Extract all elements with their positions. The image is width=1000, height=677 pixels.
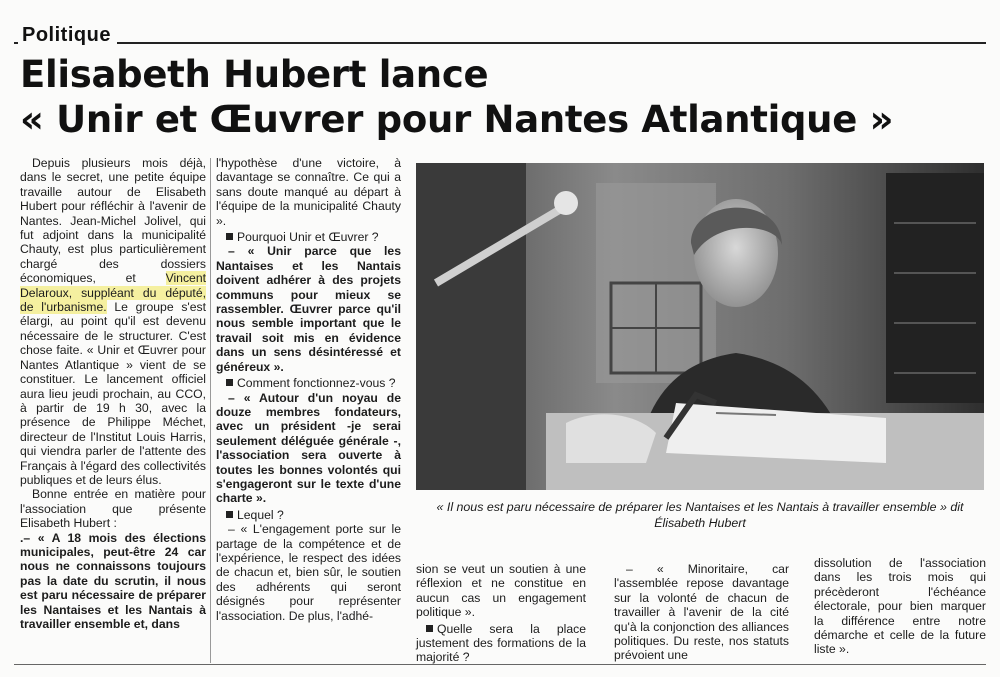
question-text: Lequel ? bbox=[237, 507, 284, 522]
highlighted-text: Vincent Delaroux, suppléant du député, de l'urbanisme. bbox=[20, 271, 206, 315]
article-headline bbox=[20, 52, 980, 142]
answer-4: – « Minoritaire, car l'assemblée repose davantage sur la volonté de chacun de travailler à l'avenir de la cité qu'à la conjonction des alliances politiques. Du reste, nos statuts prévoient une bbox=[614, 562, 789, 663]
paragraph-quote-start bbox=[20, 531, 206, 632]
column-divider bbox=[210, 158, 211, 663]
paragraph-continued: l'hypothèse d'une victoire, à davantage se connaître. Ce qui a sans doute manqué au départ à l'équipe de la municipalité Chauty ». bbox=[216, 156, 401, 228]
question-1 bbox=[216, 230, 401, 244]
portrait-photo-icon bbox=[416, 163, 984, 490]
photo-caption: « Il nous est paru nécessaire de préparer les Nantaises et les Nantais à travailler ensemble » dit Élisabeth Hubert bbox=[436, 500, 964, 530]
quote-dash: .– bbox=[20, 530, 38, 545]
square-bullet-icon bbox=[226, 511, 233, 518]
article-column-2 bbox=[216, 156, 401, 666]
headline-line-1: Elisabeth Hubert lance bbox=[20, 53, 489, 96]
section-rubric: Politique bbox=[18, 24, 117, 47]
intro-text: Depuis plusieurs mois déjà, dans le secret, une petite équipe travaille autour de Elisabeth Hubert pour réfléchir à l'avenir de Nantes. Jean-Michel Jolivel, qui fut adjoint dans la municipalité Chauty, est plus particulièrement chargé des dossiers économiques, et bbox=[20, 156, 206, 286]
question-2 bbox=[216, 376, 401, 390]
question-4 bbox=[416, 622, 586, 665]
rubric-rule bbox=[14, 42, 986, 44]
quote-text: « A 18 mois des élections municipales, peut-être 24 car nous ne connaissons toujours pas la date du scrutin, il nous est paru nécessaire de préparer les Nantaises et les Nantais à travailler ensemble et, dans bbox=[20, 530, 206, 631]
article-column-4 bbox=[614, 562, 789, 663]
paragraph-transition: Bonne entrée en matière pour l'association que présente Elisabeth Hubert : bbox=[20, 487, 206, 531]
headline-line-2: « Unir et Œuvrer pour Nantes Atlantique » bbox=[20, 98, 894, 141]
intro-text-continued: Le groupe s'est élargi, au point qu'il est devenu nécessaire de le structurer. C'est chose faite. « Unir et Œuvrer pour Nantes Atlantique » vient de se constituer. Le lancement officiel aura lieu jeudi prochain, au CCO, à partir de 19 h 30, avec la présence de Philippe Méchet, directeur de l'Institut Louis Harris, qui viendra parler de l'attente des Français à l'égard des collectivités publiques et de leurs élus. bbox=[20, 300, 207, 487]
question-text: Pourquoi Unir et Œuvrer ? bbox=[237, 230, 379, 245]
answer-1: – « Unir parce que les Nantaises et les Nantais doivent adhérer à des projets communs pour mieux se rassembler. Œuvrer parce qu'il nous semble important que le travail soit mis en évidence dans un sens désintéressé et généreux ». bbox=[216, 244, 401, 374]
paragraph-conclusion: dissolution de l'association dans les trois mois qui précèderont l'échéance électorale, pour bien marquer la différence entre notre démarche et celle de la future liste ». bbox=[814, 556, 986, 657]
question-3 bbox=[216, 508, 401, 522]
square-bullet-icon bbox=[426, 625, 433, 632]
bottom-rule bbox=[14, 664, 986, 665]
answer-2: – « Autour d'un noyau de douze membres fondateurs, avec un président -je serai seulement déléguée générale -, l'association sera ouverte à toutes les bonnes volontés qui s'engageront sur le texte d'une charte ». bbox=[216, 390, 401, 506]
article-column-1 bbox=[20, 156, 206, 666]
paragraph-continued: sion se veut un soutien à une réflexion et ne constitue en aucun cas un engagement politique ». bbox=[416, 562, 586, 620]
article-column-3 bbox=[416, 562, 586, 665]
question-text: Quelle sera la place justement des formations de la majorité ? bbox=[416, 621, 586, 665]
article-column-5 bbox=[814, 556, 986, 657]
article-photo bbox=[416, 163, 984, 490]
paragraph-intro bbox=[20, 156, 206, 487]
square-bullet-icon bbox=[226, 233, 233, 240]
answer-3: – « L'engagement porte sur le partage de la compétence et de l'expérience, le respect des idées de chacun et, bien sûr, le soutien des adhérents qui seront désignés pour représenter l'association. De plus, l'adhé- bbox=[216, 522, 401, 623]
square-bullet-icon bbox=[226, 379, 233, 386]
question-text: Comment fonctionnez-vous ? bbox=[237, 376, 396, 391]
